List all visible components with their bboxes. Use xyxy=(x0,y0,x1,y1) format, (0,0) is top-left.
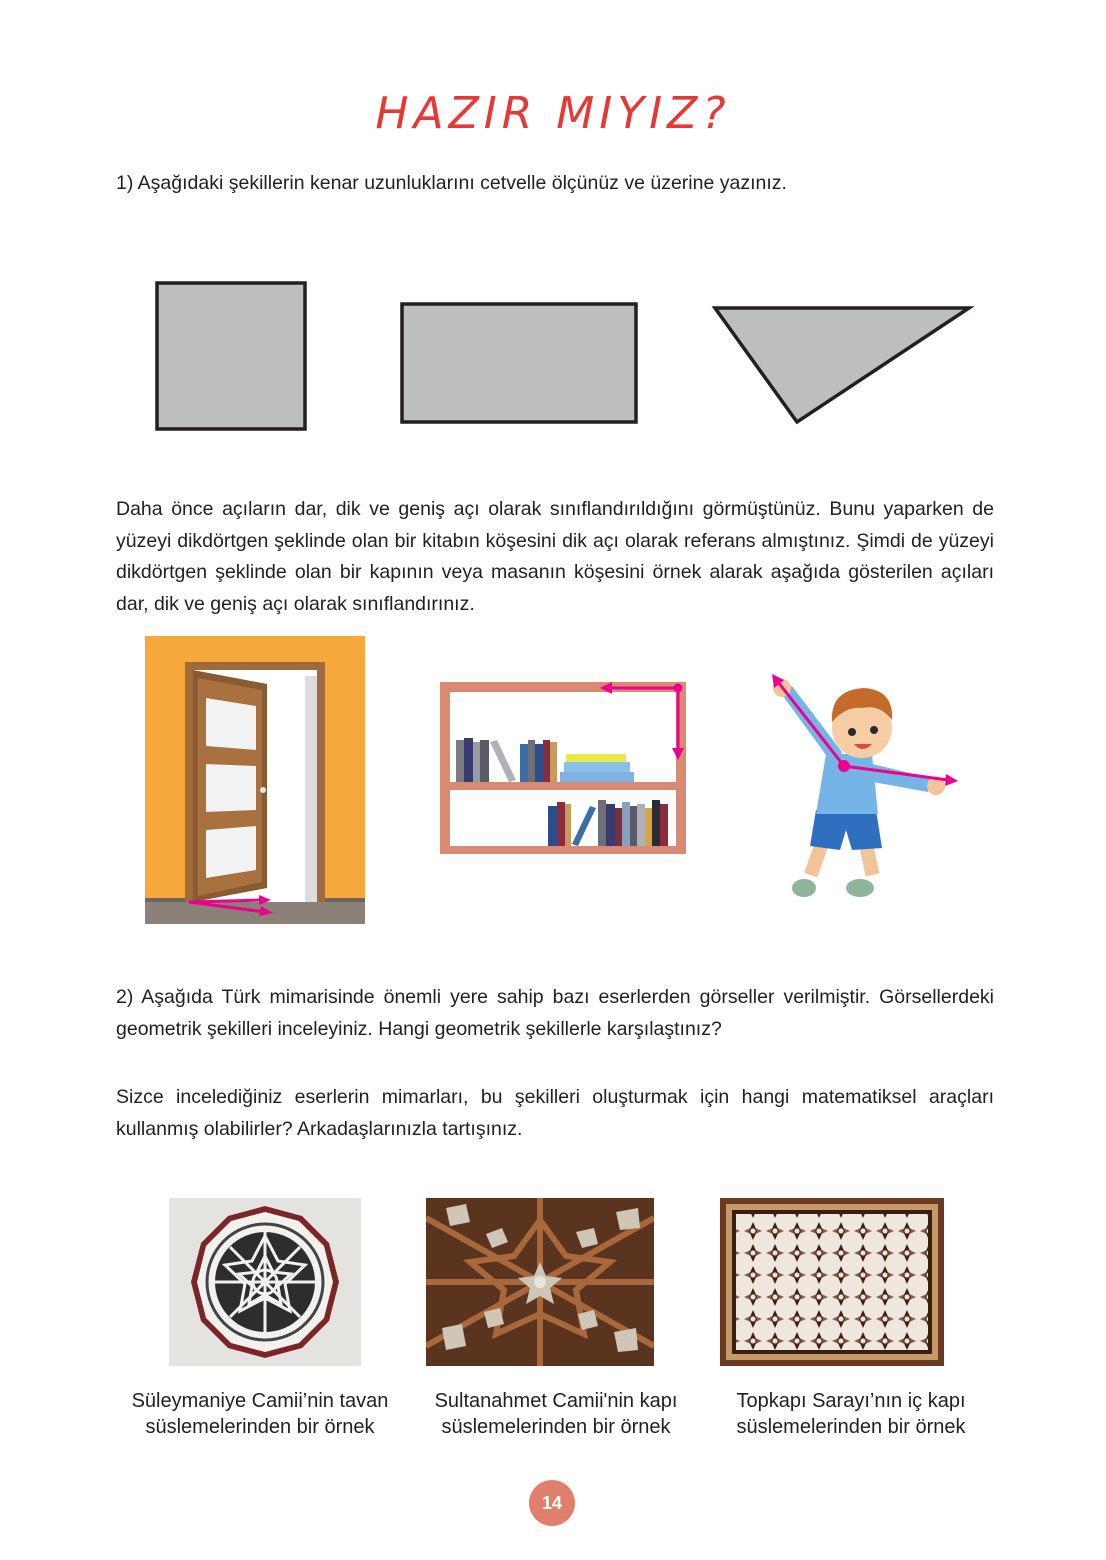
question-2: 2) Aşağıda Türk mimarisinde önemli yere sahip bazı eserlerden görseller verilmiştir. Görsellerdeki geometrik şekilleri inceleyiniz. Hangi geometrik şekillerle karşılaştınız? xyxy=(116,986,994,1040)
caption-topkapi: Topkapı Sarayı’nın iç kapı süslemelerinden bir örnek xyxy=(736,1390,966,1438)
question-1: 1) Aşağıdaki şekillerin kenar uzunluklarını cetvelle ölçünüz ve üzerine yazınız. xyxy=(116,172,787,194)
square-shape xyxy=(150,276,314,436)
bookshelf-illustration xyxy=(440,682,686,858)
angles-paragraph: Daha önce açıların dar, dik ve geniş açı olarak sınıflandırıldığını görmüştünüz. Bunu yaparken de yüzeyi dikdörtgen şeklinde olan bir kitabın köşesini dik açı olarak referans almıştınız. Şimdi de yüzeyi dikdörtgen şeklinde olan bir kapının veya masanın köşesini örnek alarak aşağıda gösterilen açıları dar, dik ve geniş açı olarak sınıflandırınız. xyxy=(116,498,994,615)
page-title: HAZIR MIYIZ? xyxy=(375,88,731,139)
caption-sultanahmet: Sultanahmet Camii'nin kapı süslemelerinden bir örnek xyxy=(434,1390,678,1438)
rectangle-shape xyxy=(396,298,642,428)
triangle-shape xyxy=(708,300,976,430)
suleymaniye-ceiling-image xyxy=(169,1198,361,1366)
caption-suleymaniye: Süleymaniye Camii’nin tavan süslemelerinden bir örnek xyxy=(131,1390,389,1438)
open-door-illustration xyxy=(145,636,365,924)
jumping-boy-illustration xyxy=(760,670,966,910)
topkapi-door-image xyxy=(720,1198,944,1366)
question-2-followup: Sizce incelediğiniz eserlerin mimarları, bu şekilleri oluşturmak için hangi matematiksel araçları kullanmış olabilirler? Arkadaşlarınızla tartışınız. xyxy=(116,1086,994,1140)
page-number-badge: 14 xyxy=(529,1480,575,1526)
sultanahmet-door-image xyxy=(426,1198,654,1366)
